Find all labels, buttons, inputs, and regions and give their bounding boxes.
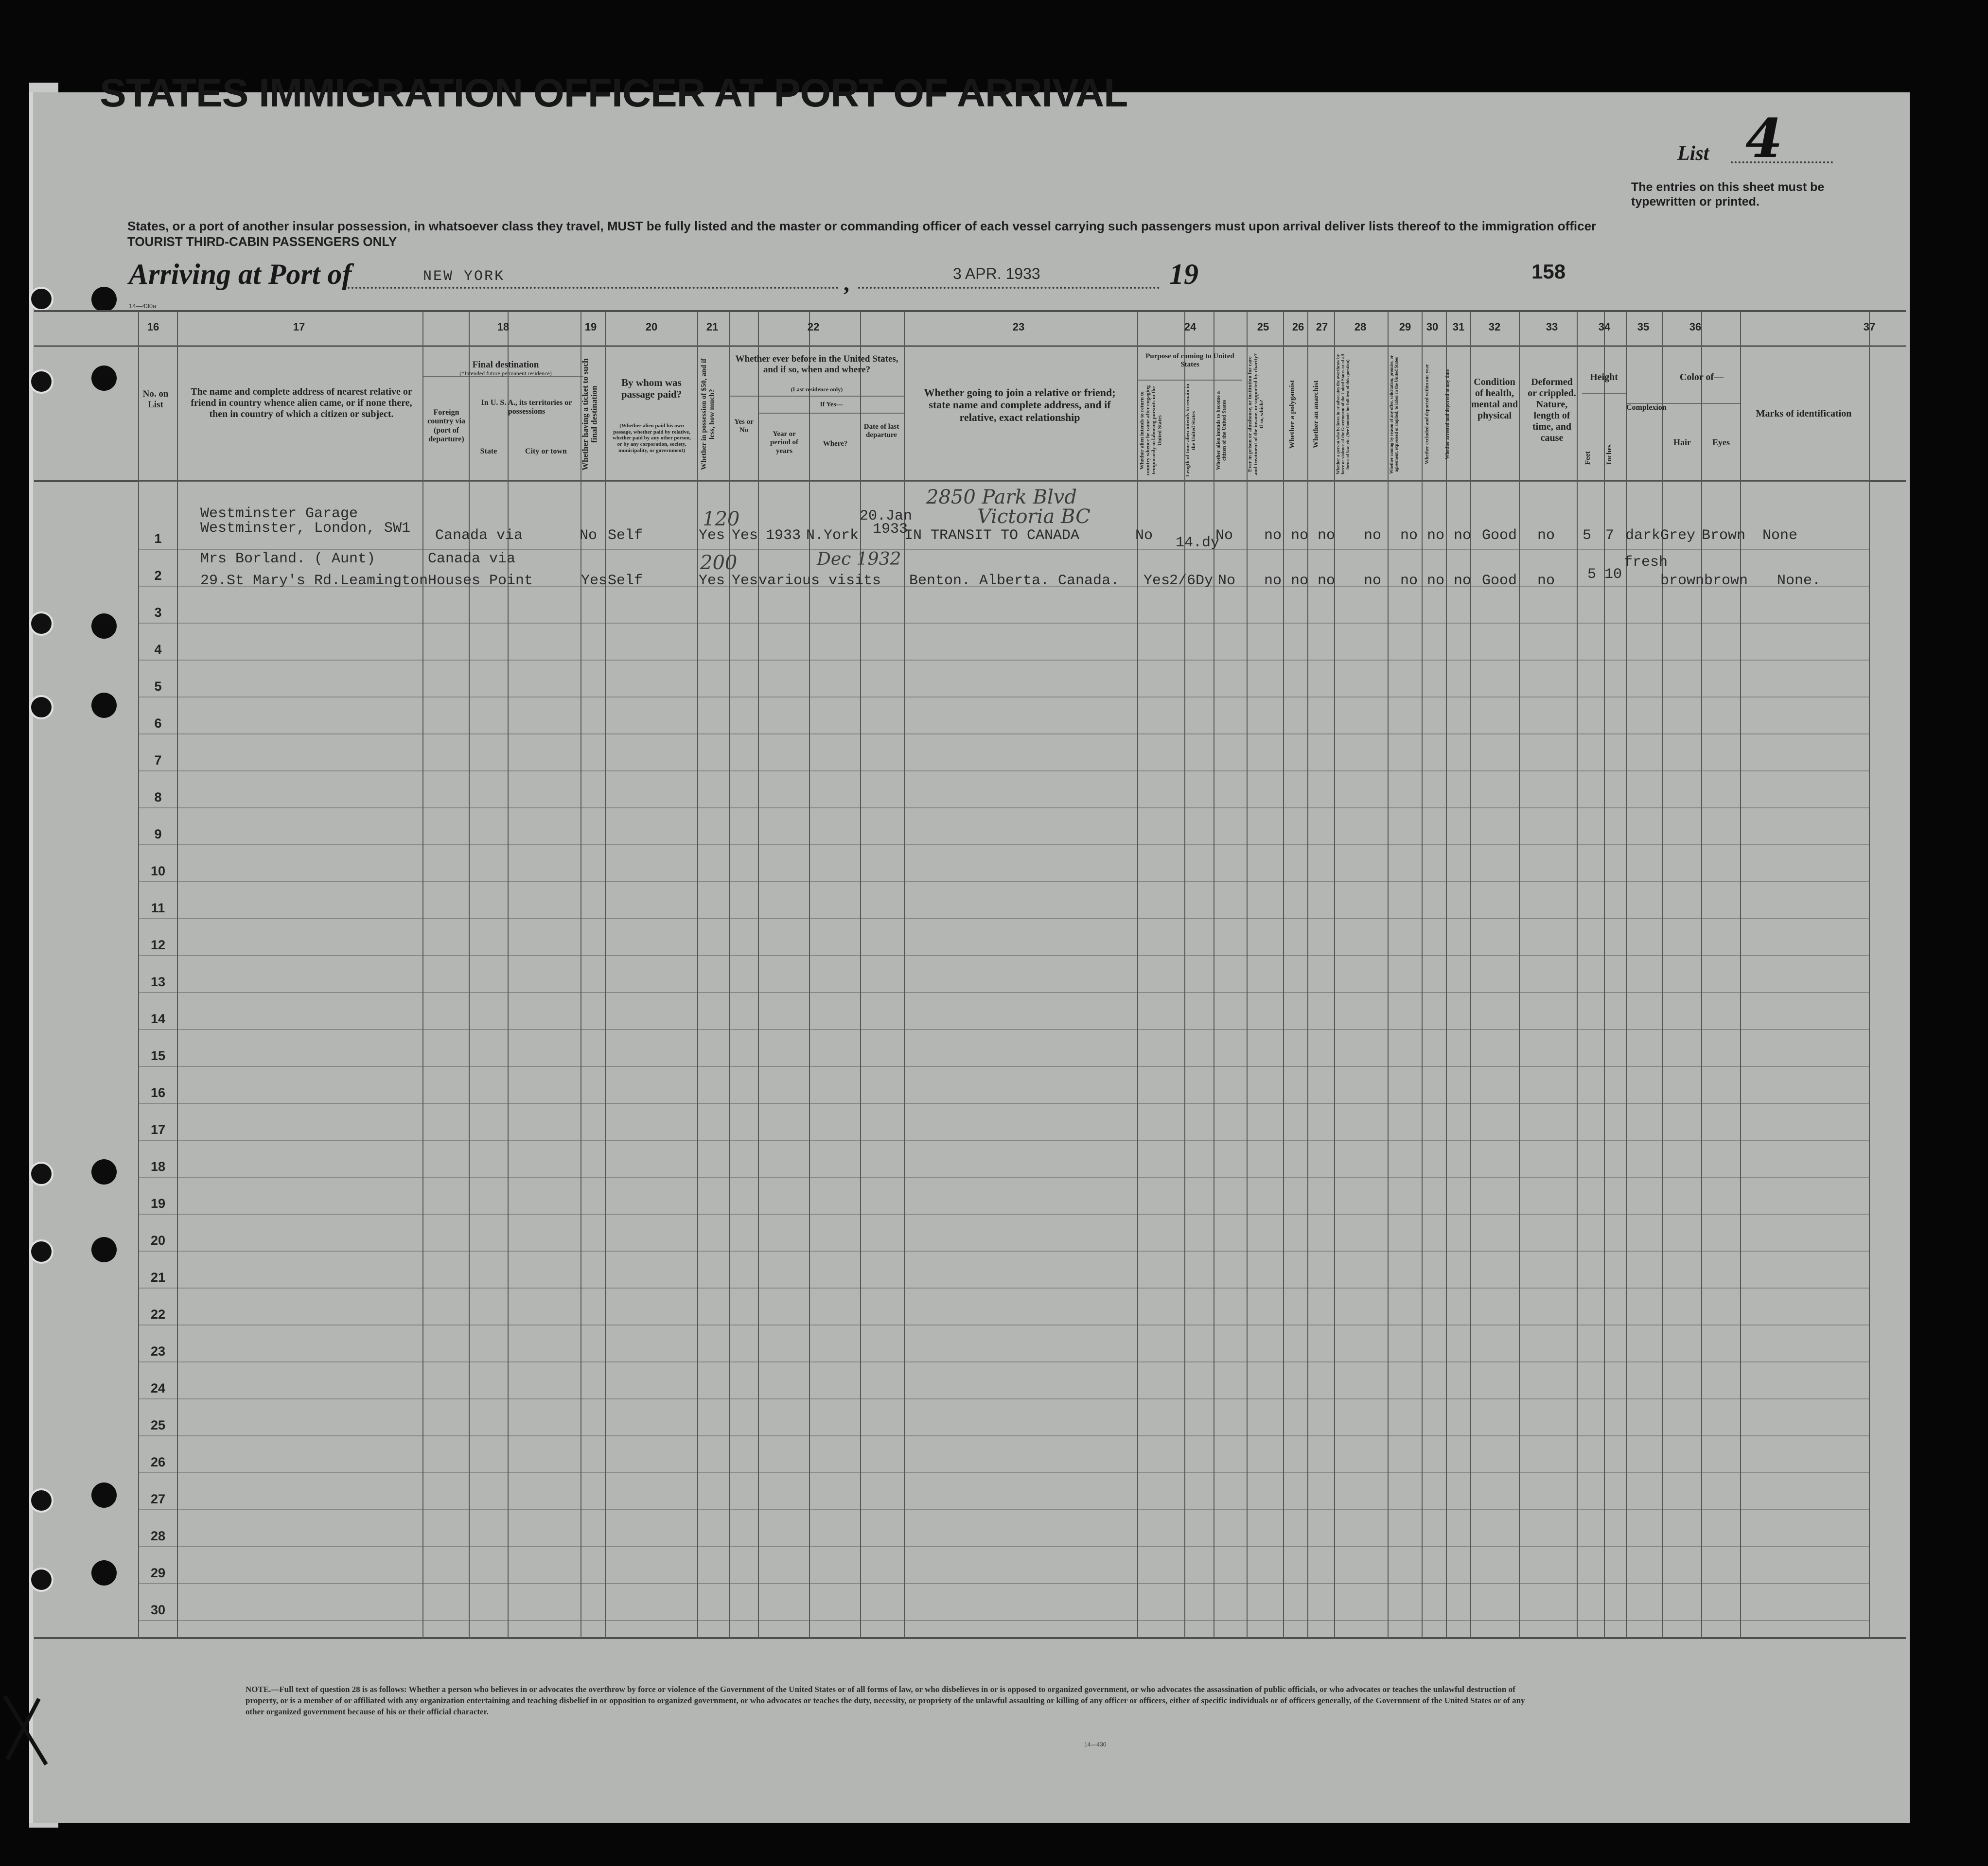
cell-paid: Self: [608, 527, 643, 544]
margin-x-mark: [0, 1692, 53, 1769]
row-number: 15: [150, 1048, 166, 1063]
col-num-31: 31: [1452, 321, 1465, 333]
cell-eyes: Brown: [1702, 527, 1746, 544]
hdr-money: Whether in possession of $50, and if less, how much?: [700, 358, 716, 471]
cell-hair: brown: [1660, 573, 1705, 589]
row-number: 21: [150, 1270, 166, 1285]
cell-q26: no: [1291, 573, 1309, 589]
cell-before-yesno: Yes: [732, 527, 758, 544]
row-number: 1: [154, 531, 162, 546]
hdr-purpose-a: Whether alien intends to return to country whence he came after engaging temporarily in laboring pursuits in the United States: [1139, 385, 1163, 476]
row-number: 19: [150, 1196, 166, 1211]
row-number: 6: [154, 716, 162, 731]
cell-complexion: dark: [1625, 527, 1661, 544]
cell-via: Canada via: [435, 527, 523, 544]
row-number: 25: [150, 1418, 166, 1432]
hdr-state: State: [480, 447, 497, 455]
cell-before: Yes: [699, 573, 725, 589]
hdr-final-destination-note: (*Intended future permanent residence): [459, 370, 552, 377]
col-num-35: 35: [1637, 321, 1650, 333]
col-num-25: 25: [1257, 321, 1269, 333]
hdr-q31: Whether arrested and deported at any time: [1445, 369, 1450, 460]
cell-complexion: fresh: [1624, 554, 1668, 571]
col-num-16: 16: [147, 321, 159, 333]
col-num-21: 21: [706, 321, 719, 333]
cell-q27: no: [1318, 527, 1336, 544]
footnote-code: 14—430: [1084, 1741, 1107, 1748]
cell-before-years: 1933: [766, 527, 801, 544]
col-num-24: 24: [1184, 321, 1196, 333]
cell-departure-line2: 1933: [873, 521, 908, 538]
row-number: 24: [150, 1381, 166, 1395]
row-number: 20: [150, 1233, 166, 1248]
hdr-in-usa: In U. S. A., its territories or possessions: [481, 399, 572, 416]
hdr-feet: Feet: [1584, 451, 1592, 465]
cell-feet: 5: [1583, 527, 1592, 544]
col-num-28: 28: [1354, 321, 1367, 333]
list-number: 4: [1745, 107, 1783, 170]
row-number: 11: [151, 901, 165, 915]
cell-before-yesno: Yes: [732, 573, 758, 589]
hdr-inches: Inches: [1605, 444, 1613, 465]
cell-join: Benton. Alberta. Canada.: [909, 573, 1120, 589]
cell-q31: no: [1454, 527, 1472, 544]
col-num-17: 17: [293, 321, 305, 333]
cell-marks: None.: [1777, 573, 1821, 589]
hdr-complexion: Complexion: [1626, 403, 1667, 412]
hdr-if-yes: If Yes—: [820, 401, 843, 408]
col-num-19: 19: [584, 321, 597, 333]
row-number: 5: [154, 679, 162, 694]
cell-relative-line2: Westminster, London, SW1: [200, 520, 411, 537]
row-number: 8: [154, 790, 162, 804]
comma: ,: [844, 270, 849, 296]
arriving-label: Arriving at Port of: [129, 258, 352, 290]
hdr-no-on-list: No. on List: [142, 389, 169, 410]
row-number: 26: [150, 1455, 166, 1469]
col-num-36: 36: [1689, 321, 1702, 333]
row-number: 23: [150, 1344, 166, 1359]
hdr-purpose: Purpose of coming to United States: [1145, 352, 1234, 369]
arrival-date: 3 APR. 1933: [953, 265, 1040, 282]
col-num-22: 22: [807, 321, 820, 333]
col-num-20: 20: [645, 321, 658, 333]
hdr-ticket: Whether having a ticket to such final destination: [581, 358, 599, 471]
cell-relative-line2: 29.St Mary's Rd.Leamington: [200, 573, 428, 589]
row-number: 30: [150, 1603, 166, 1617]
form-code: 14—430a: [129, 302, 157, 310]
hdr-passage-paid: By whom was passage paid?: [621, 377, 682, 401]
col-num-34: 34: [1598, 321, 1611, 333]
hdr-anarchist: Whether an anarchist: [1312, 380, 1320, 449]
hdr-deformed: Deformed or crippled. Nature, length of time, and cause: [1528, 377, 1576, 443]
hdr-before-us: Whether ever before in the United States, and if so, when and where?: [735, 354, 898, 375]
cell-paid: Self: [608, 573, 643, 589]
col-num-37: 37: [1863, 321, 1876, 333]
cell-join-annotation-line1: 2850 Park Blvd: [926, 486, 1077, 508]
hdr-prison: Ever in prison or almshouse, or institution for care and treatment of the insane, or supported by charity? If so, which?: [1247, 353, 1265, 476]
hdr-q29: Whether coming by reason of any offer, solicitation, promise, or agreement, expressed or implied, to labor in the United States: [1389, 355, 1399, 474]
row-number: 18: [150, 1159, 166, 1174]
cell-inches: 10: [1604, 566, 1622, 583]
cell-purpose-c: No: [1215, 527, 1233, 544]
cell-q31: no: [1454, 573, 1472, 589]
col-num-32: 32: [1488, 321, 1501, 333]
hdr-purpose-b: Length of time alien intends to remain in the United States: [1185, 384, 1197, 477]
hdr-marks: Marks of identification: [1756, 408, 1852, 419]
form-title: STATES IMMIGRATION OFFICER AT PORT OF ARRIVAL: [100, 71, 1128, 115]
col-num-18: 18: [497, 321, 510, 333]
hdr-hair: Hair: [1673, 437, 1691, 447]
hdr-city: City or town: [525, 447, 567, 455]
hdr-foreign-country: Foreign country via (port of departure): [427, 408, 465, 444]
col-num-30: 30: [1426, 321, 1439, 333]
cell-q26: no: [1291, 527, 1309, 544]
cell-departure-annotation: Dec 1932: [817, 549, 901, 569]
col-num-33: 33: [1546, 321, 1558, 333]
hdr-color-of: Color of—: [1679, 372, 1724, 383]
cell-feet: 5: [1587, 566, 1597, 583]
cell-relative-line1: Westminster Garage: [200, 506, 358, 522]
hdr-final-destination: Final destination: [472, 360, 539, 370]
row-number: 4: [154, 642, 162, 657]
row-number: 9: [154, 827, 162, 841]
sheet-instruction: The entries on this sheet must be typewritten or printed.: [1631, 180, 1825, 209]
cell-via-line1: Canada via: [428, 551, 516, 567]
row-number: 7: [154, 753, 162, 767]
cell-ticket: No: [580, 527, 598, 544]
cell-departure-line1: 20.Jan: [860, 508, 913, 524]
hdr-date-departure: Date of last departure: [863, 423, 899, 439]
cell-purpose-b: 2/6Dy: [1169, 573, 1214, 589]
cell-deformed: no: [1537, 573, 1555, 589]
hdr-yes-no: Yes or No: [734, 418, 754, 435]
page-number: 158: [1531, 260, 1566, 283]
col-num-29: 29: [1399, 321, 1411, 333]
hdr-purpose-c: Whether alien intends to become a citizen of the United States: [1215, 391, 1228, 470]
cell-q25: no: [1264, 573, 1282, 589]
cell-purpose-c: No: [1218, 573, 1236, 589]
cell-ticket: Yes: [581, 573, 608, 589]
cell-money: 200: [700, 552, 738, 574]
hdr-condition: Condition of health, mental and physical: [1471, 377, 1518, 421]
row-number: 10: [150, 864, 166, 878]
col-num-23: 23: [1012, 321, 1025, 333]
hdr-polygamist: Whether a polygamist: [1288, 380, 1296, 449]
hdr-relative: The name and complete address of nearest relative or friend in country whence alien came, or if none there, then in country of which a citizen or subject.: [191, 386, 412, 419]
row-number: 3: [154, 605, 162, 620]
cell-relative-line1: Mrs Borland. ( Aunt): [200, 551, 376, 567]
hdr-where: Where?: [823, 440, 848, 448]
cell-deformed: no: [1537, 527, 1555, 544]
cell-purpose-a: No: [1135, 527, 1153, 544]
cell-join-annotation-line2: Victoria BC: [977, 506, 1091, 528]
hdr-join-relative: Whether going to join a relative or friend; state name and complete address, and if relative, exact relationship: [924, 386, 1116, 423]
row-number: 16: [150, 1085, 166, 1100]
row-number: 12: [150, 938, 166, 952]
cell-q29: no: [1400, 527, 1418, 544]
col-num-27: 27: [1316, 321, 1328, 333]
hdr-eyes: Eyes: [1712, 437, 1730, 447]
cell-before-years: various visits: [758, 573, 881, 589]
row-number: 29: [150, 1566, 166, 1580]
row-number: 17: [150, 1122, 166, 1137]
cell-money: 120: [703, 508, 740, 530]
row-number: 22: [150, 1307, 166, 1322]
cell-q30: no: [1427, 573, 1445, 589]
cell-via-line2: Houses Point: [428, 573, 533, 589]
hdr-year-period: Year or period of years: [770, 430, 798, 455]
cell-condition: Good: [1482, 573, 1517, 589]
cell-q25: no: [1264, 527, 1282, 544]
cell-hair: Grey: [1660, 527, 1696, 544]
row-number: 2: [154, 568, 162, 583]
cell-q29: no: [1400, 573, 1418, 589]
hdr-before-us-note: (Last residence only): [791, 386, 843, 393]
hdr-q30: Whether excluded and deported within one year: [1425, 364, 1430, 465]
row-number: 28: [150, 1529, 166, 1543]
row-number: 27: [150, 1492, 166, 1506]
cell-condition: Good: [1482, 527, 1517, 544]
list-label: List: [1677, 142, 1709, 165]
footnote: NOTE.—Full text of question 28 is as follows: Whether a person who believes in or advocates the overthrow by force or violence of the Government of the United States or of all forms of law, or who disbelieves in or is opposed to organized government, or who advocates the assassination of public officials, or who advocates or teaches the unlawful destruction of property, or is a member of or affiliated with any organization entertaining and teaching disbelief in or opposition to organized government, or who advocates or teaches the duty, necessity, or propriety of the unlawful assaulting or killing of any officer or officers, either of specific individuals or of officers generally, of the Government of the United States or of any other organized government because of his or their official character.: [246, 1685, 1525, 1716]
cell-join: IN TRANSIT TO CANADA: [904, 527, 1080, 544]
col-num-26: 26: [1292, 321, 1304, 333]
cell-purpose-a: Yes: [1144, 573, 1170, 589]
cell-marks: None: [1762, 527, 1798, 544]
cell-q30: no: [1427, 527, 1445, 544]
year-prefix: 19: [1169, 258, 1198, 290]
cell-purpose-b: 14.dy: [1176, 535, 1220, 551]
form-subtitle: States, or a port of another insular possession, in whatsoever class they travel, MUST be fully listed and the master or commanding officer of each vessel carrying such passengers must upon arrival deliver lists thereof to the immigration officer: [127, 219, 1597, 233]
row-number: 14: [150, 1011, 166, 1026]
class-line: TOURIST THIRD-CABIN PASSENGERS ONLY: [127, 234, 397, 249]
port-value: NEW YORK: [423, 268, 505, 285]
cell-eyes: brown: [1704, 573, 1748, 589]
cell-before-where: N.York: [806, 527, 859, 544]
hdr-passage-note: (Whether alien paid his own passage, whether paid by relative, whether paid by any other person, or by any corporation, society, municipality, or government): [613, 423, 691, 453]
row-number: 13: [150, 975, 166, 989]
hdr-height: Height: [1590, 372, 1618, 383]
cell-q28: no: [1364, 527, 1382, 544]
cell-q27: no: [1318, 573, 1336, 589]
cell-inches: 7: [1605, 527, 1615, 544]
cell-before: Yes: [699, 527, 725, 544]
cell-q28: no: [1364, 573, 1382, 589]
hdr-q28: Whether a person who believes in or advocates the overthrow by force or violence of the Government of the United States or of all forms of law, etc. (See footnote for full text of this question): [1336, 354, 1350, 475]
